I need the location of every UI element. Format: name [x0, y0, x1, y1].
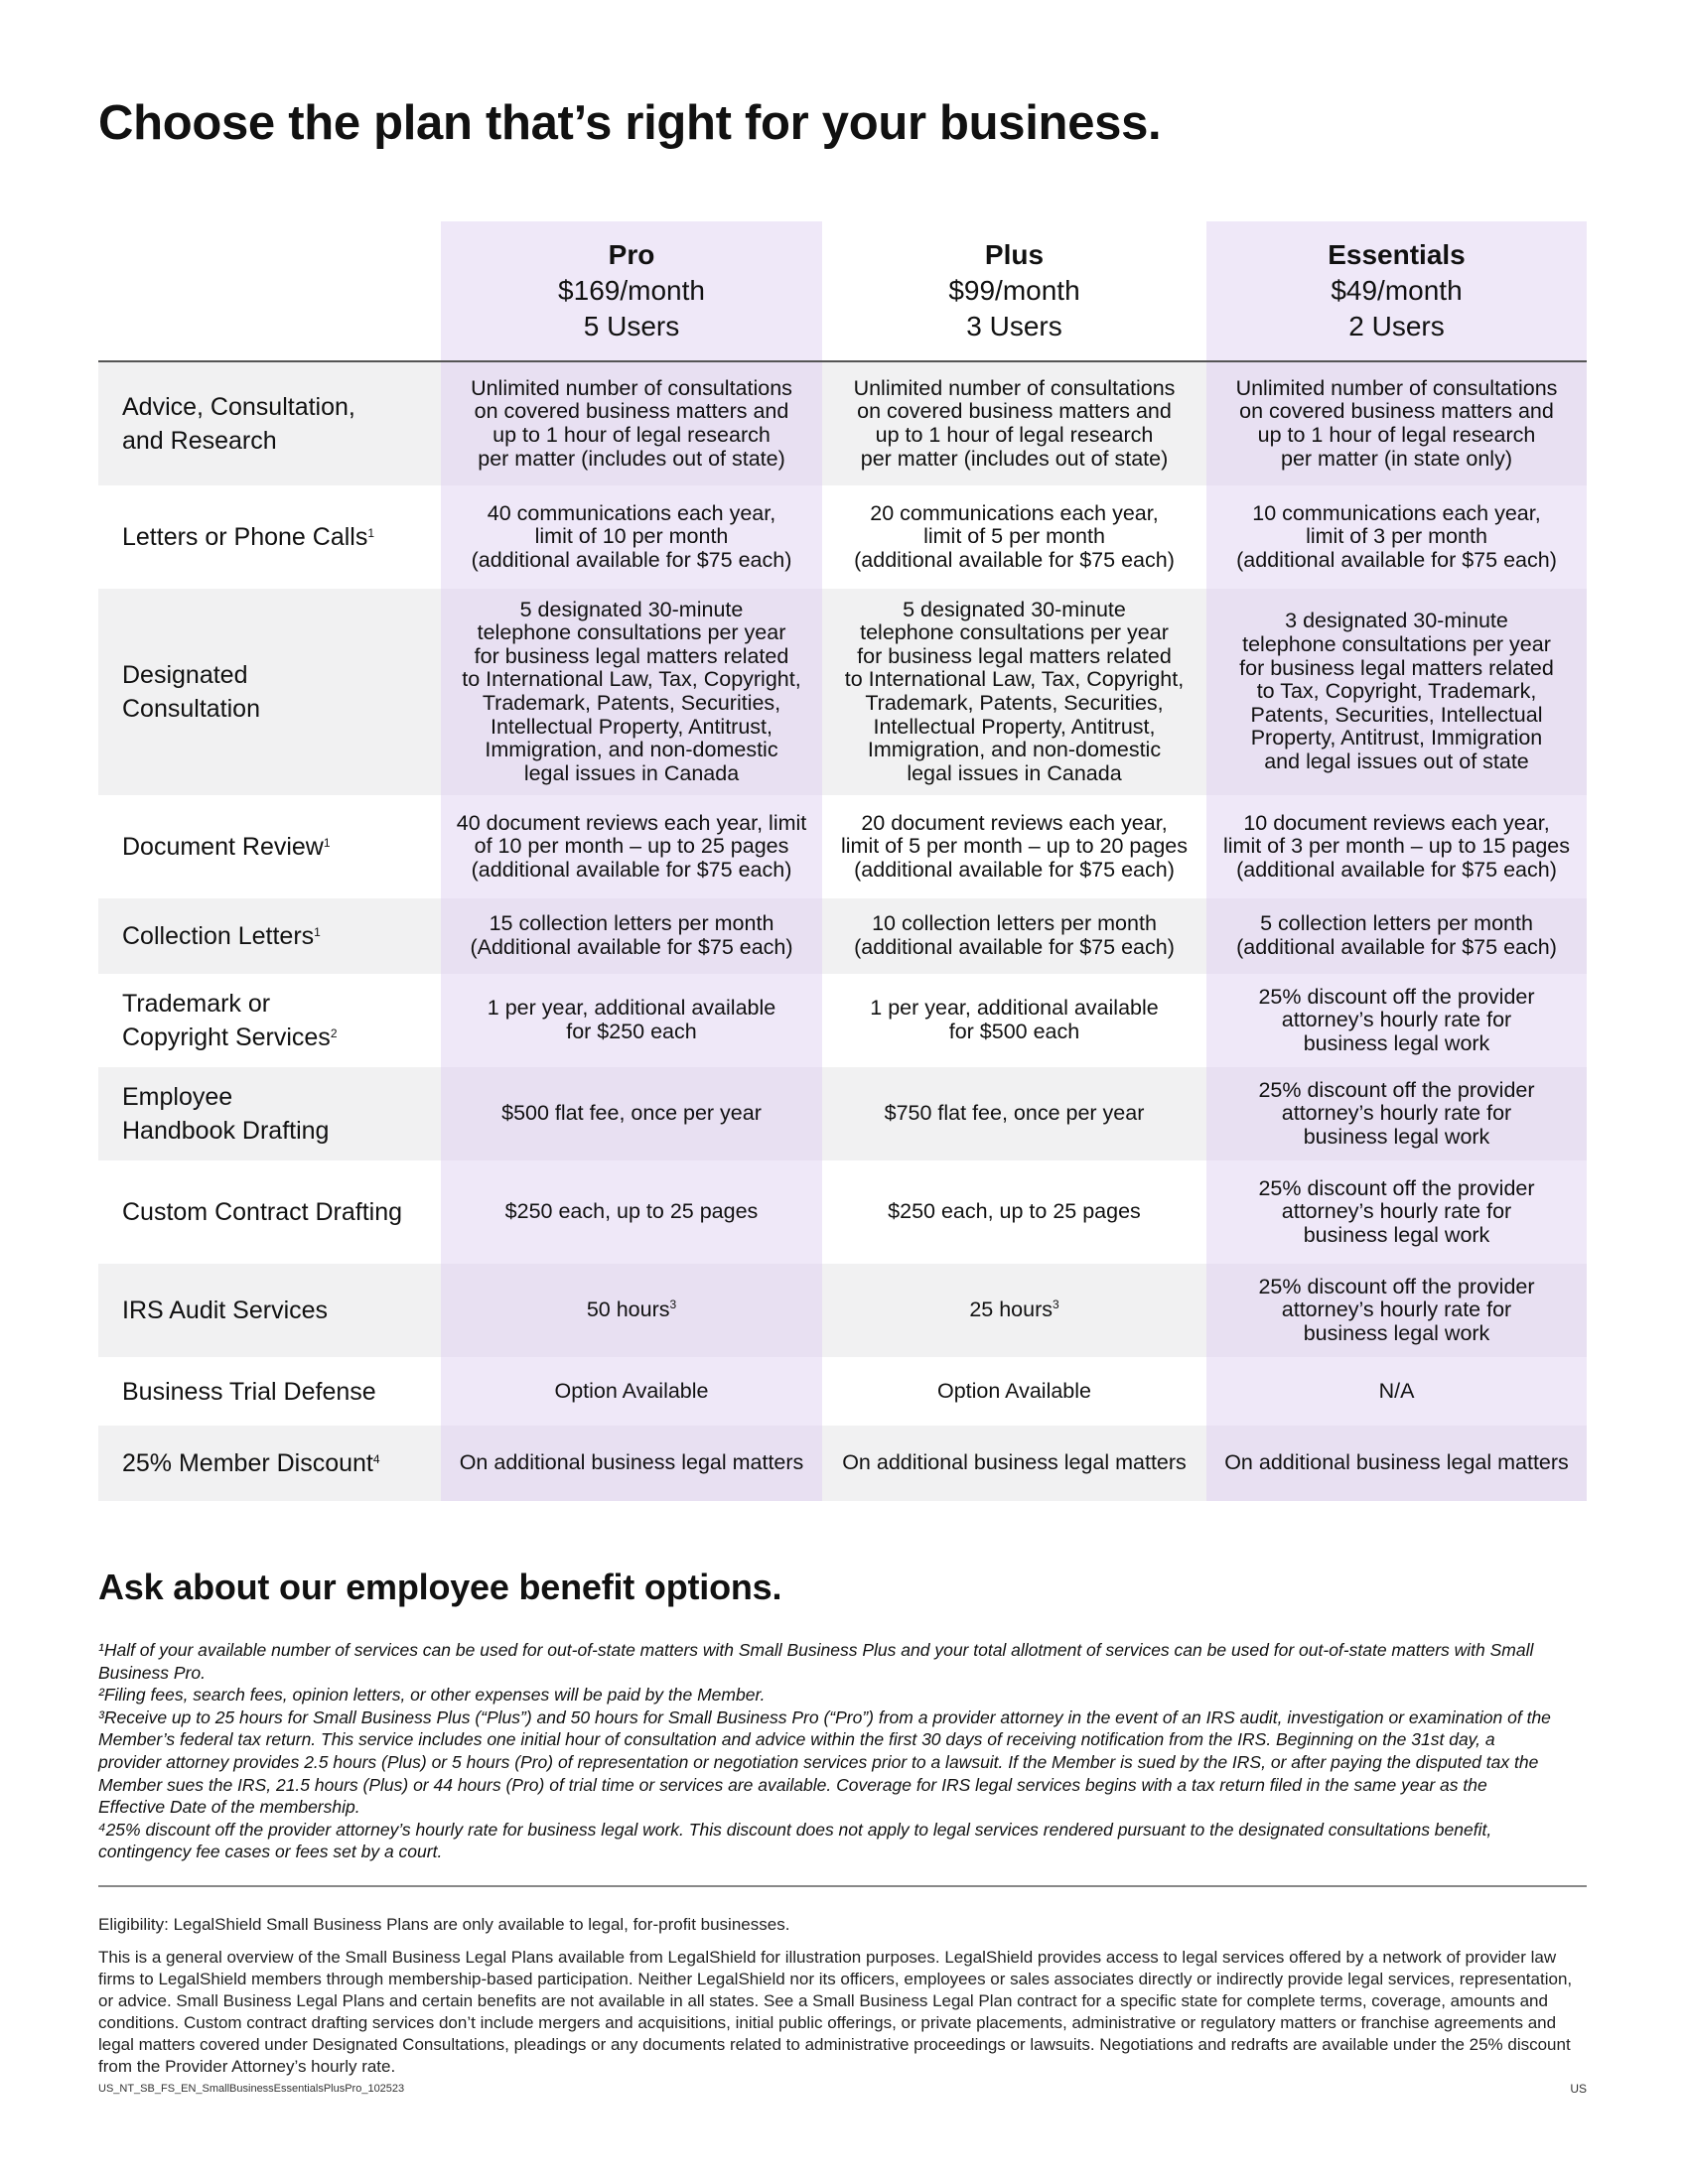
table-cell-essentials: On additional business legal matters: [1206, 1426, 1587, 1501]
table-cell-essentials: Unlimited number of consultations on covered business matters and up to 1 hour of legal research per matter (in state only): [1206, 362, 1587, 485]
table-cell-pro: $500 flat fee, once per year: [441, 1067, 822, 1160]
footnote: ⁴25% discount off the provider attorney’s hourly rate for business legal work. This discount does not apply to legal services rendered pursuant to the designated consultations benefit, contingency fee cases or fees set by a court.: [98, 1819, 1492, 1862]
row-label: 25% Member Discount$^4$: [98, 1426, 441, 1501]
document-code: US_NT_SB_FS_EN_SmallBusinessEssentialsPlusPro_102523: [98, 2083, 405, 2095]
plan-comparison-table: [98, 221, 1587, 1501]
row-label: Advice, Consultation, and Research: [98, 362, 441, 485]
footnote: ¹Half of your available number of services can be used for out-of-state matters with Small Business Plus and your total allotment of services can be used for out-of-state matters with Small Business Pro.: [98, 1640, 1534, 1683]
table-cell-essentials: 25% discount off the provider attorney’s hourly rate for business legal work: [1206, 974, 1587, 1067]
table-cell-pro: 50 hours$^3$: [441, 1264, 822, 1357]
region-label: US: [1570, 2082, 1587, 2096]
table-cell-plus: 20 communications each year, limit of 5 per month (additional available for $75 each): [822, 485, 1206, 589]
row-label: Trademark or Copyright Services$^2$: [98, 974, 441, 1067]
plan-price: $169/month: [558, 275, 705, 306]
eligibility-note: Eligibility: LegalShield Small Business Plans are only available to legal, for-profit businesses.: [98, 1915, 790, 1934]
plan-header-essentials: [1206, 221, 1587, 360]
row-label: Custom Contract Drafting: [98, 1160, 441, 1264]
plan-header-plus: [822, 221, 1206, 360]
table-cell-pro: 40 document reviews each year, limit of 10 per month – up to 25 pages (additional available for $75 each): [441, 795, 822, 898]
table-cell-essentials: 5 collection letters per month (additional available for $75 each): [1206, 898, 1587, 974]
footnote: ³Receive up to 25 hours for Small Business Plus (“Plus”) and 50 hours for Small Business Pro (“Pro”) from a provider attorney in the event of an IRS audit, investigation or examination of the Member’s federal tax return. This service includes one initial hour of consultation and advice within the first 30 days of receiving notification from the IRS. Beginning on the 31st day, a provider attorney provides 2.5 hours (Plus) or 5 hours (Pro) of representation or negotiation services prior to a lawsuit. If the Member is sued by the IRS, or after paying the disputed tax the Member sues the IRS, 21.5 hours (Plus) or 44 hours (Pro) of trial time or services are available. Coverage for IRS legal services begins with a tax return filed in the same year as the Effective Date of the membership.: [98, 1706, 1551, 1818]
table-cell-pro: 40 communications each year, limit of 10 per month (additional available for $75 each): [441, 485, 822, 589]
header-empty-cell: [98, 221, 441, 360]
section-heading: Ask about our employee benefit options.: [98, 1567, 782, 1607]
table-cell-essentials: 10 communications each year, limit of 3 per month (additional available for $75 each): [1206, 485, 1587, 589]
table-cell-pro: On additional business legal matters: [441, 1426, 822, 1501]
table-cell-plus: 20 document reviews each year, limit of 5 per month – up to 20 pages (additional available for $75 each): [822, 795, 1206, 898]
row-label: Designated Consultation: [98, 589, 441, 795]
disclaimer: This is a general overview of the Small Business Legal Plans available from LegalShield for illustration purposes. LegalShield provides access to legal services offered by a network of provider law firms to LegalShield members through membership-based participation. Neither LegalShield nor its officers, employees or sales associates directly or indirectly provide legal services, representation, or advice. Small Business Legal Plans and certain benefits are not available in all states. See a Small Business Legal Plan contract for a specific state for complete terms, coverage, amounts and conditions. Custom contract drafting services don’t include mergers and acquisitions, initial public offerings, or private placements, administrative or regulatory matters or franchise agreements and legal matters covered under Designated Consultations, pleadings or any documents related to administrative proceedings or lawsuits. Negotiations and redrafts are available under the 25% discount from the Provider Attorney’s hourly rate.: [98, 1948, 1573, 2076]
footnotes: [98, 1639, 1558, 1863]
row-label: IRS Audit Services: [98, 1264, 441, 1357]
table-cell-pro: 15 collection letters per month (Additional available for $75 each): [441, 898, 822, 974]
table-cell-plus: $750 flat fee, once per year: [822, 1067, 1206, 1160]
row-label: Document Review$^1$: [98, 795, 441, 898]
table-cell-pro: 1 per year, additional available for $250 each: [441, 974, 822, 1067]
table-cell-plus: 1 per year, additional available for $500 each: [822, 974, 1206, 1067]
footnote: ²Filing fees, search fees, opinion letters, or other expenses will be paid by the Member.: [98, 1685, 766, 1706]
divider: [98, 1885, 1587, 1887]
table-cell-pro: $250 each, up to 25 pages: [441, 1160, 822, 1264]
page-title: Choose the plan that’s right for your business.: [98, 96, 1162, 150]
table-cell-plus: 25 hours$^3$: [822, 1264, 1206, 1357]
plan-header-pro: [441, 221, 822, 360]
table-cell-plus: On additional business legal matters: [822, 1426, 1206, 1501]
table-cell-plus: Option Available: [822, 1357, 1206, 1426]
plan-price: $49/month: [1331, 275, 1463, 306]
table-cell-essentials: 25% discount off the provider attorney’s hourly rate for business legal work: [1206, 1067, 1587, 1160]
plan-name: Essentials: [1328, 239, 1466, 270]
plan-users: 2 Users: [1348, 311, 1445, 341]
plan-name: Plus: [984, 239, 1045, 270]
table-cell-essentials: 25% discount off the provider attorney’s hourly rate for business legal work: [1206, 1160, 1587, 1264]
table-cell-pro: Unlimited number of consultations on covered business matters and up to 1 hour of legal research per matter (includes out of state): [441, 362, 822, 485]
table-cell-plus: $250 each, up to 25 pages: [822, 1160, 1206, 1264]
table-cell-pro: Option Available: [441, 1357, 822, 1426]
table-cell-pro: 5 designated 30-minute telephone consultations per year for business legal matters related to International Law, Tax, Copyright, Trademark, Patents, Securities, Intellectual Property, Antitrust, Immigration, and non-domestic legal issues in Canada: [441, 589, 822, 795]
table-cell-plus: Unlimited number of consultations on covered business matters and up to 1 hour of legal research per matter (includes out of state): [822, 362, 1206, 485]
table-cell-essentials: N/A: [1206, 1357, 1587, 1426]
table-cell-essentials: 3 designated 30-minute telephone consultations per year for business legal matters related to Tax, Copyright, Trademark, Patents, Securities, Intellectual Property, Antitrust, Immigration and legal issues out of state: [1206, 589, 1587, 795]
row-label: Collection Letters$^1$: [98, 898, 441, 974]
row-label: Employee Handbook Drafting: [98, 1067, 441, 1160]
plan-users: 3 Users: [966, 311, 1062, 341]
row-label: Business Trial Defense: [98, 1357, 441, 1426]
plan-price: $99/month: [948, 275, 1080, 306]
plan-name: Pro: [608, 239, 655, 270]
table-cell-essentials: 25% discount off the provider attorney’s hourly rate for business legal work: [1206, 1264, 1587, 1357]
table-cell-plus: 5 designated 30-minute telephone consultations per year for business legal matters related to International Law, Tax, Copyright, Trademark, Patents, Securities, Intellectual Property, Antitrust, Immigration, and non-domestic legal issues in Canada: [822, 589, 1206, 795]
table-cell-plus: 10 collection letters per month (additional available for $75 each): [822, 898, 1206, 974]
row-label: Letters or Phone Calls$^1$: [98, 485, 441, 589]
plan-users: 5 Users: [583, 311, 680, 341]
table-cell-essentials: 10 document reviews each year, limit of 3 per month – up to 15 pages (additional available for $75 each): [1206, 795, 1587, 898]
